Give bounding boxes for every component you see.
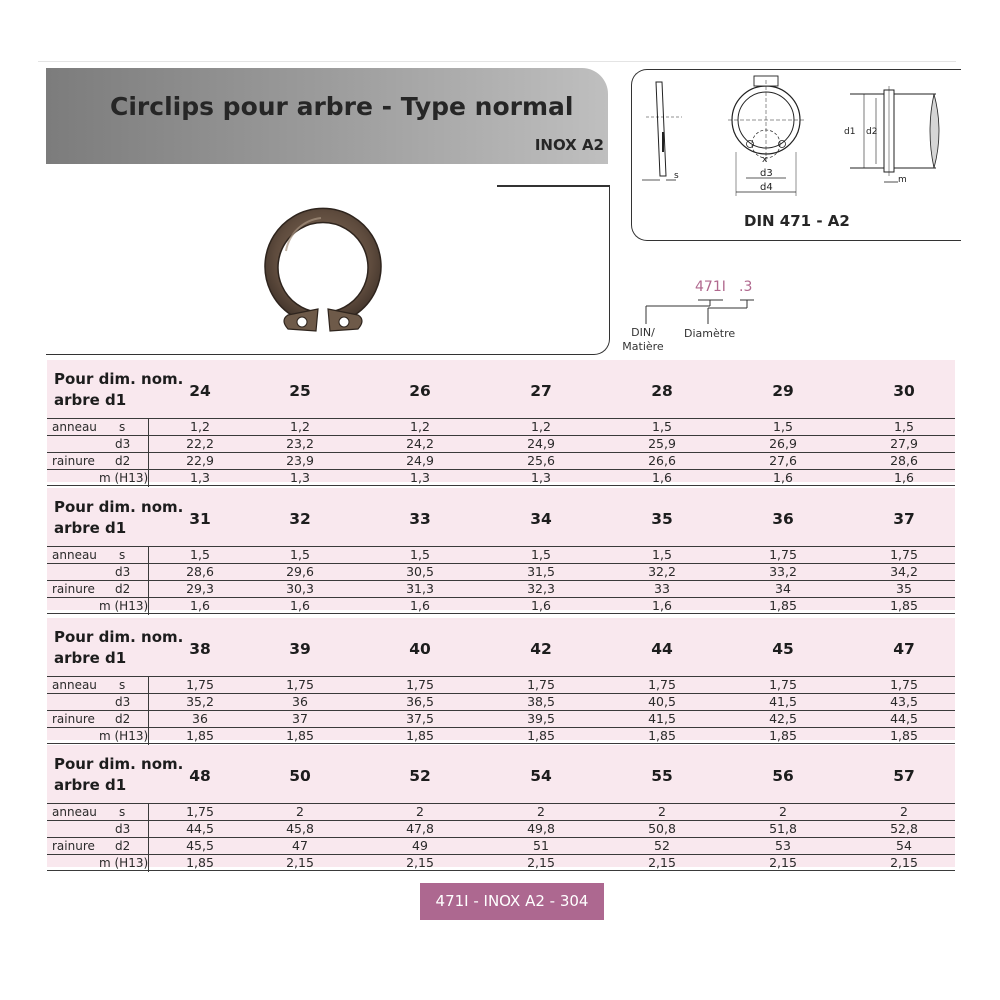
table-cell-s: 1,75 (406, 677, 434, 692)
row-group-label-rainure: rainure (52, 839, 95, 853)
table-cell-m: 1,85 (186, 728, 214, 743)
header-label-line2: arbre d1 (54, 649, 127, 667)
dimension-table-block (47, 488, 955, 613)
header-label-line2: arbre d1 (54, 776, 127, 794)
header-label-line1: Pour dim. nom. (54, 628, 184, 646)
table-cell-d2: 26,6 (648, 453, 676, 468)
table-cell-m: 2,15 (648, 855, 676, 870)
table-cell-s: 1,5 (190, 547, 210, 562)
header-label-line2: arbre d1 (54, 391, 127, 409)
dimension-table-block (47, 618, 955, 743)
table-cell-m: 1,6 (773, 470, 793, 485)
nominal-diameter-value: 33 (409, 510, 431, 528)
table-cell-d3: 38,5 (527, 694, 555, 709)
table-cell-d2: 49 (412, 838, 428, 853)
table-cell-s: 1,75 (769, 547, 797, 562)
row-label-d2: d2 (115, 839, 131, 853)
row-label-s: s (119, 678, 126, 692)
table-cell-s: 1,75 (648, 677, 676, 692)
header-label (54, 754, 183, 796)
table-cell-m: 1,85 (769, 728, 797, 743)
circlip-photo (246, 196, 396, 346)
table-cell-d3: 24,9 (527, 436, 555, 451)
table-cell-m: 1,85 (890, 728, 918, 743)
row-label-separator (148, 564, 149, 581)
nominal-diameter-value: 52 (409, 767, 431, 785)
row-label-s: s (119, 420, 126, 434)
table-cell-s: 1,2 (190, 419, 210, 434)
table-cell-d3: 47,8 (406, 821, 434, 836)
table-row-d3 (47, 435, 955, 452)
row-label-separator (148, 470, 149, 487)
row-label-d2: d2 (115, 712, 131, 726)
table-cell-s: 1,5 (894, 419, 914, 434)
table-row-d3 (47, 563, 955, 580)
din-standard-label: DIN 471 - A2 (744, 212, 850, 230)
table-cell-s: 2 (296, 804, 304, 819)
row-label-separator (148, 677, 149, 694)
row-label-separator (148, 821, 149, 838)
reference-code-legend (618, 276, 768, 358)
table-cell-s: 1,75 (186, 804, 214, 819)
table-cell-s: 1,2 (290, 419, 310, 434)
table-cell-s: 1,75 (890, 547, 918, 562)
table-cell-d3: 32,2 (648, 564, 676, 579)
table-cell-m: 1,85 (648, 728, 676, 743)
table-cell-d3: 34,2 (890, 564, 918, 579)
table-cell-d3: 51,8 (769, 821, 797, 836)
label-x: x (762, 155, 768, 165)
table-cell-d3: 31,5 (527, 564, 555, 579)
table-cell-m: 1,85 (527, 728, 555, 743)
table-cell-d3: 29,6 (286, 564, 314, 579)
table-cell-s: 1,2 (410, 419, 430, 434)
row-group-label-anneau: anneau (52, 420, 97, 434)
table-cell-s: 1,75 (527, 677, 555, 692)
nominal-diameter-value: 45 (772, 640, 794, 658)
table-row-d2 (47, 837, 955, 854)
material-label: INOX A2 (534, 136, 604, 154)
table-cell-m: 1,6 (190, 598, 210, 613)
row-label-s: s (119, 548, 126, 562)
row-label-separator (148, 436, 149, 453)
nominal-diameter-value: 27 (530, 382, 552, 400)
table-cell-d3: 26,9 (769, 436, 797, 451)
nominal-diameter-value: 26 (409, 382, 431, 400)
row-label-separator (148, 694, 149, 711)
nominal-diameter-value: 48 (189, 767, 211, 785)
nominal-diameter-value: 34 (530, 510, 552, 528)
row-label-s: s (119, 805, 126, 819)
table-cell-m: 2,15 (406, 855, 434, 870)
table-cell-m: 1,6 (531, 598, 551, 613)
table-row-s (47, 546, 955, 563)
header-label-line1: Pour dim. nom. (54, 498, 184, 516)
table-cell-d2: 24,9 (406, 453, 434, 468)
table-cell-d2: 31,3 (406, 581, 434, 596)
table-cell-m: 2,15 (769, 855, 797, 870)
table-cell-d3: 45,8 (286, 821, 314, 836)
table-cell-d2: 45,5 (186, 838, 214, 853)
table-cell-d2: 39,5 (527, 711, 555, 726)
header-label (54, 497, 183, 539)
row-label-m: m (H13) (99, 856, 149, 870)
table-cell-d2: 41,5 (648, 711, 676, 726)
nominal-diameter-value: 36 (772, 510, 794, 528)
nominal-diameter-value: 37 (893, 510, 915, 528)
table-cell-s: 2 (900, 804, 908, 819)
row-group-label-anneau: anneau (52, 678, 97, 692)
table-header-row (47, 360, 955, 418)
table-cell-s: 1,5 (531, 547, 551, 562)
page-title: Circlips pour arbre - Type normal (110, 92, 574, 121)
table-cell-s: 1,75 (890, 677, 918, 692)
table-cell-m: 1,85 (186, 855, 214, 870)
nominal-diameter-value: 28 (651, 382, 673, 400)
table-cell-m: 1,85 (769, 598, 797, 613)
code-din-label-line1: DIN/ (631, 326, 655, 339)
table-row-d2 (47, 580, 955, 597)
row-label-d3: d3 (115, 565, 131, 579)
row-label-separator (148, 728, 149, 745)
table-cell-d2: 47 (292, 838, 308, 853)
table-cell-m: 1,3 (410, 470, 430, 485)
table-cell-d3: 49,8 (527, 821, 555, 836)
technical-diagram (636, 72, 954, 202)
table-header-row (47, 618, 955, 676)
table-cell-d2: 33 (654, 581, 670, 596)
table-cell-d3: 41,5 (769, 694, 797, 709)
table-cell-d3: 50,8 (648, 821, 676, 836)
title-banner (46, 68, 608, 164)
table-cell-d2: 28,6 (890, 453, 918, 468)
table-cell-m: 1,85 (890, 598, 918, 613)
table-cell-s: 2 (537, 804, 545, 819)
row-label-separator (148, 547, 149, 564)
row-label-separator (148, 711, 149, 728)
label-d4: d4 (760, 182, 773, 193)
table-cell-d3: 35,2 (186, 694, 214, 709)
row-label-d2: d2 (115, 582, 131, 596)
table-row-m (47, 469, 955, 486)
nominal-diameter-value: 32 (289, 510, 311, 528)
row-label-d3: d3 (115, 437, 131, 451)
table-cell-d3: 22,2 (186, 436, 214, 451)
nominal-diameter-value: 29 (772, 382, 794, 400)
dimension-table-block (47, 360, 955, 485)
top-divider (38, 61, 956, 62)
table-cell-d2: 37,5 (406, 711, 434, 726)
nominal-diameter-value: 44 (651, 640, 673, 658)
table-row-d2 (47, 452, 955, 469)
nominal-diameter-value: 25 (289, 382, 311, 400)
table-cell-m: 1,6 (652, 598, 672, 613)
table-cell-d3: 33,2 (769, 564, 797, 579)
header-label-line1: Pour dim. nom. (54, 755, 184, 773)
table-cell-d2: 29,3 (186, 581, 214, 596)
table-cell-d2: 23,9 (286, 453, 314, 468)
table-cell-d2: 22,9 (186, 453, 214, 468)
header-label (54, 369, 183, 411)
row-group-label-rainure: rainure (52, 582, 95, 596)
table-row-s (47, 676, 955, 693)
table-cell-d3: 24,2 (406, 436, 434, 451)
code-din-label (618, 326, 668, 354)
code-diameter-label: Diamètre (684, 327, 736, 340)
table-cell-m: 2,15 (527, 855, 555, 870)
header-label-line2: arbre d1 (54, 519, 127, 537)
table-cell-d2: 34 (775, 581, 791, 596)
nominal-diameter-value: 54 (530, 767, 552, 785)
row-group-label-anneau: anneau (52, 805, 97, 819)
nominal-diameter-value: 35 (651, 510, 673, 528)
table-cell-s: 1,5 (290, 547, 310, 562)
code-part-din: 471I (695, 279, 726, 295)
dimension-table-block (47, 745, 955, 870)
table-cell-m: 2,15 (286, 855, 314, 870)
row-label-m: m (H13) (99, 599, 149, 613)
table-cell-d2: 53 (775, 838, 791, 853)
row-group-label-rainure: rainure (52, 454, 95, 468)
table-cell-s: 1,2 (531, 419, 551, 434)
row-label-d2: d2 (115, 454, 131, 468)
nominal-diameter-value: 56 (772, 767, 794, 785)
table-cell-d3: 25,9 (648, 436, 676, 451)
table-cell-d2: 32,3 (527, 581, 555, 596)
row-label-separator (148, 419, 149, 436)
table-cell-d3: 23,2 (286, 436, 314, 451)
nominal-diameter-value: 50 (289, 767, 311, 785)
table-cell-d3: 36,5 (406, 694, 434, 709)
label-d2: d2 (866, 127, 878, 137)
table-cell-d2: 37 (292, 711, 308, 726)
table-cell-s: 2 (416, 804, 424, 819)
header-label (54, 627, 183, 669)
table-row-d3 (47, 693, 955, 710)
table-cell-d2: 51 (533, 838, 549, 853)
table-cell-m: 1,3 (290, 470, 310, 485)
row-label-separator (148, 838, 149, 855)
row-label-separator (148, 453, 149, 470)
table-row-d3 (47, 820, 955, 837)
table-row-s (47, 418, 955, 435)
table-cell-d2: 27,6 (769, 453, 797, 468)
label-d3: d3 (760, 168, 773, 179)
table-cell-d3: 28,6 (186, 564, 214, 579)
label-s: s (674, 171, 679, 181)
header-label-line1: Pour dim. nom. (54, 370, 184, 388)
row-label-d3: d3 (115, 695, 131, 709)
table-cell-s: 1,75 (286, 677, 314, 692)
table-row-m (47, 597, 955, 614)
table-cell-s: 1,75 (769, 677, 797, 692)
nominal-diameter-value: 24 (189, 382, 211, 400)
table-cell-m: 1,6 (652, 470, 672, 485)
table-cell-d2: 30,3 (286, 581, 314, 596)
nominal-diameter-value: 40 (409, 640, 431, 658)
table-cell-m: 1,85 (406, 728, 434, 743)
row-label-separator (148, 855, 149, 872)
table-cell-d2: 35 (896, 581, 912, 596)
table-cell-d2: 44,5 (890, 711, 918, 726)
nominal-diameter-value: 55 (651, 767, 673, 785)
table-cell-s: 2 (779, 804, 787, 819)
table-cell-s: 1,5 (652, 547, 672, 562)
row-label-m: m (H13) (99, 471, 149, 485)
table-cell-s: 1,75 (186, 677, 214, 692)
table-cell-d3: 36 (292, 694, 308, 709)
label-m: m (898, 175, 907, 185)
table-row-m (47, 727, 955, 744)
row-label-separator (148, 581, 149, 598)
table-cell-d3: 27,9 (890, 436, 918, 451)
table-cell-d3: 52,8 (890, 821, 918, 836)
table-cell-d3: 44,5 (186, 821, 214, 836)
nominal-diameter-value: 47 (893, 640, 915, 658)
table-cell-m: 1,3 (531, 470, 551, 485)
table-cell-m: 1,6 (894, 470, 914, 485)
table-cell-s: 1,5 (652, 419, 672, 434)
row-group-label-anneau: anneau (52, 548, 97, 562)
table-cell-m: 1,85 (286, 728, 314, 743)
table-row-d2 (47, 710, 955, 727)
table-row-m (47, 854, 955, 871)
nominal-diameter-value: 30 (893, 382, 915, 400)
table-cell-m: 1,3 (190, 470, 210, 485)
table-cell-s: 1,5 (410, 547, 430, 562)
table-cell-d2: 42,5 (769, 711, 797, 726)
table-cell-d2: 36 (192, 711, 208, 726)
label-d1: d1 (844, 127, 856, 137)
code-din-label-line2: Matière (622, 340, 664, 353)
table-cell-d3: 30,5 (406, 564, 434, 579)
row-label-separator (148, 804, 149, 821)
table-row-s (47, 803, 955, 820)
row-group-label-rainure: rainure (52, 712, 95, 726)
table-cell-d2: 52 (654, 838, 670, 853)
row-label-separator (148, 598, 149, 615)
table-cell-d3: 40,5 (648, 694, 676, 709)
nominal-diameter-value: 42 (530, 640, 552, 658)
code-part-diameter: .3 (739, 279, 753, 295)
table-cell-d2: 25,6 (527, 453, 555, 468)
nominal-diameter-value: 39 (289, 640, 311, 658)
table-cell-m: 1,6 (290, 598, 310, 613)
table-cell-m: 1,6 (410, 598, 430, 613)
table-cell-d2: 54 (896, 838, 912, 853)
photo-frame-top-line (497, 185, 610, 187)
table-header-row (47, 488, 955, 546)
nominal-diameter-value: 57 (893, 767, 915, 785)
product-reference-badge: 471I - INOX A2 - 304 (420, 883, 604, 920)
table-cell-d3: 43,5 (890, 694, 918, 709)
table-cell-s: 1,5 (773, 419, 793, 434)
nominal-diameter-value: 38 (189, 640, 211, 658)
table-cell-s: 2 (658, 804, 666, 819)
table-cell-m: 2,15 (890, 855, 918, 870)
row-label-d3: d3 (115, 822, 131, 836)
table-header-row (47, 745, 955, 803)
row-label-m: m (H13) (99, 729, 149, 743)
nominal-diameter-value: 31 (189, 510, 211, 528)
